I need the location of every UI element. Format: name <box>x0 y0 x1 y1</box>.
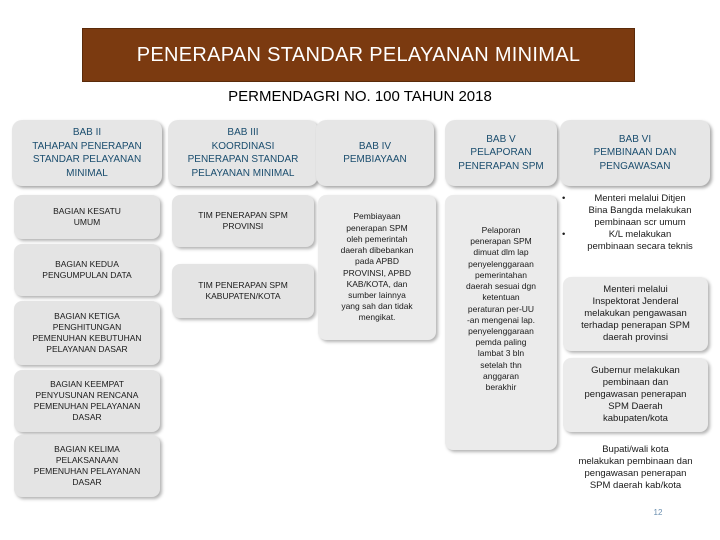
header-bab-3: BAB III KOORDINASI PENERAPAN STANDAR PELAYANAN MINIMAL <box>168 120 318 186</box>
bab2-item-ketiga: BAGIAN KETIGA PENGHITUNGAN PEMENUHAN KEBUTUHAN PELAYANAN DASAR <box>14 301 160 365</box>
bab2-item-kedua: BAGIAN KEDUA PENGUMPULAN DATA <box>14 244 160 296</box>
bab4-financing-text: Pembiayaan penerapan SPM oleh pemerintah daerah dibebankan pada APBD PROVINSI, APBD KAB/KOTA, dan sumber lainnya yang sah dan tidak mengikat. <box>318 195 436 340</box>
bab3-item-kabkota: TIM PENERAPAN SPM KABUPATEN/KOTA <box>172 264 314 318</box>
header-bab-6: BAB VI PEMBINAAN DAN PENGAWASAN <box>560 120 710 186</box>
page-title: PENERAPAN STANDAR PELAYANAN MINIMAL <box>136 43 581 66</box>
header-bab-4: BAB IV PEMBIAYAAN <box>316 120 434 186</box>
regulation-subtitle: PERMENDAGRI NO. 100 TAHUN 2018 <box>228 88 492 105</box>
bab6-item-inspektorat: Menteri melalui Inspektorat Jenderal melakukan pengawasan terhadap penerapan SPM daerah provinsi <box>563 277 708 351</box>
bab2-item-kelima: BAGIAN KELIMA PELAKSANAAN PEMENUHAN PELAYANAN DASAR <box>14 435 160 497</box>
bab5-reporting-text: Pelaporan penerapan SPM dimuat dlm lap penyelenggaraan pemerintahan daerah sesuai dgn ketentuan peraturan per-UU -an mengenai lap. penyelenggaraan pemda paling lambat 3 bln setelah thn anggaran berakhir <box>445 195 557 450</box>
title-banner <box>82 28 635 82</box>
bab6-bullet-kl: • K/L melakukan pembinaan secara teknis <box>562 229 708 253</box>
bab2-item-kesatu: BAGIAN KESATU UMUM <box>14 195 160 239</box>
bab3-item-provinsi: TIM PENERAPAN SPM PROVINSI <box>172 195 314 247</box>
bab6-item-bupati: Bupati/wali kota melakukan pembinaan dan pengawasan penerapan SPM daerah kab/kota <box>578 444 693 491</box>
header-bab-5: BAB V PELAPORAN PENERAPAN SPM <box>445 120 557 186</box>
bab2-item-keempat: BAGIAN KEEMPAT PENYUSUNAN RENCANA PEMENUHAN PELAYANAN DASAR <box>14 370 160 432</box>
bab6-item-gubernur: Gubernur melakukan pembinaan dan pengawasan penerapan SPM Daerah kabupaten/kota <box>563 358 708 432</box>
bab6-bullet-ditjen: • Menteri melalui Ditjen Bina Bangda melakukan pembinaan scr umum <box>562 193 708 229</box>
header-bab-2: BAB II TAHAPAN PENERAPAN STANDAR PELAYANAN MINIMAL <box>12 120 162 186</box>
bab6-bullet-list <box>562 193 708 252</box>
page-number: 12 <box>653 508 663 517</box>
